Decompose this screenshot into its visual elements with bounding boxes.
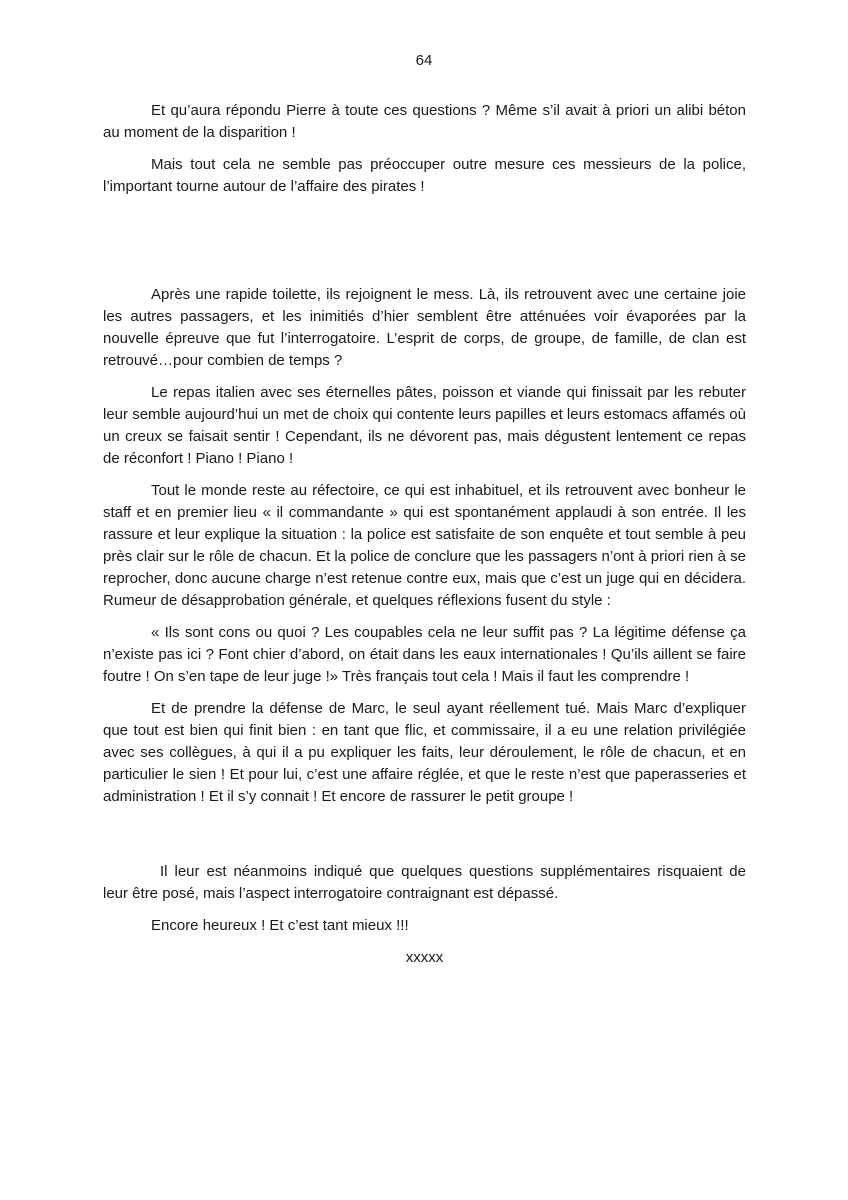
paragraph: « Ils sont cons ou quoi ? Les coupables cela ne leur suffit pas ? La légitime défense ça n’existe pas ici ? Font chier d’abord, on était dans les eaux internationales ! Qu’ils aillent se faire foutre ! On s’en tape de leur juge !» Très français tout cela ! Mais il faut les comprendre ! [103,624,746,685]
paragraph: Et de prendre la défense de Marc, le seul ayant réellement tué. Mais Marc d’expliquer que tout est bien qui finit bien : en tant que flic, et commissaire, il a eu une relation privilégiée avec ses collègues, à qui il a pu expliquer les faits, leur déroulement, le rôle de chacun, et en particulier le sien ! Et pour lui, c’est une affaire réglée, et que le reste n’est que paperasseries et administration ! Et il s’y connait ! Et encore de rassurer le petit groupe ! [103,700,746,805]
section-break [103,818,746,861]
paragraph: Et qu’aura répondu Pierre à toute ces questions ? Même s’il avait à priori un alibi béton au moment de la disparition ! [103,102,746,141]
paragraph: Après une rapide toilette, ils rejoignent le mess. Là, ils retrouvent avec une certaine joie les autres passagers, et les inimitiés d’hier semblent être atténuées voir évaporées par la nouvelle épreuve que fut l’interrogatoire. L’esprit de corps, de groupe, de famille, de clan est retrouvé…pour combien de temps ? [103,286,746,369]
paragraph: Le repas italien avec ses éternelles pâtes, poisson et viande qui finissait par les rebuter leur semble aujourd’hui un met de choix qui contente leurs papilles et leurs estomacs affamés où un creux se faisait sentir ! Cependant, ils ne dévorent pas, mais dégustent lentement ce repas de réconfort ! Piano ! Piano ! [103,384,746,467]
end-mark: xxxxx [405,949,444,966]
document-body [103,100,746,969]
page-number: 64 [415,52,433,69]
section-break [103,208,746,284]
paragraph: Il leur est néanmoins indiqué que quelques questions supplémentaires risquaient de leur être posé, mais l’aspect interrogatoire contraignant est dépassé. [103,863,746,902]
paragraph: Tout le monde reste au réfectoire, ce qui est inhabituel, et ils retrouvent avec bonheur le staff et en premier lieu « il commandante » qui est spontanément applaudi à son entrée. Il les rassure et leur explique la situation : la police est satisfaite de son enquête et tout semble à peu près clair sur le rôle de chacun. Et la police de conclure que les passagers n’ont à priori rien à se reprocher, donc aucune charge n’est retenue contre eux, mais que c’est un juge qui en décidera. Rumeur de désapprobation générale, et quelques réflexions fusent du style : [103,482,746,609]
paragraph: Mais tout cela ne semble pas préoccuper outre mesure ces messieurs de la police, l’important tourne autour de l’affaire des pirates ! [103,156,746,195]
paragraph: Encore heureux ! Et c’est tant mieux !!! [151,917,409,934]
